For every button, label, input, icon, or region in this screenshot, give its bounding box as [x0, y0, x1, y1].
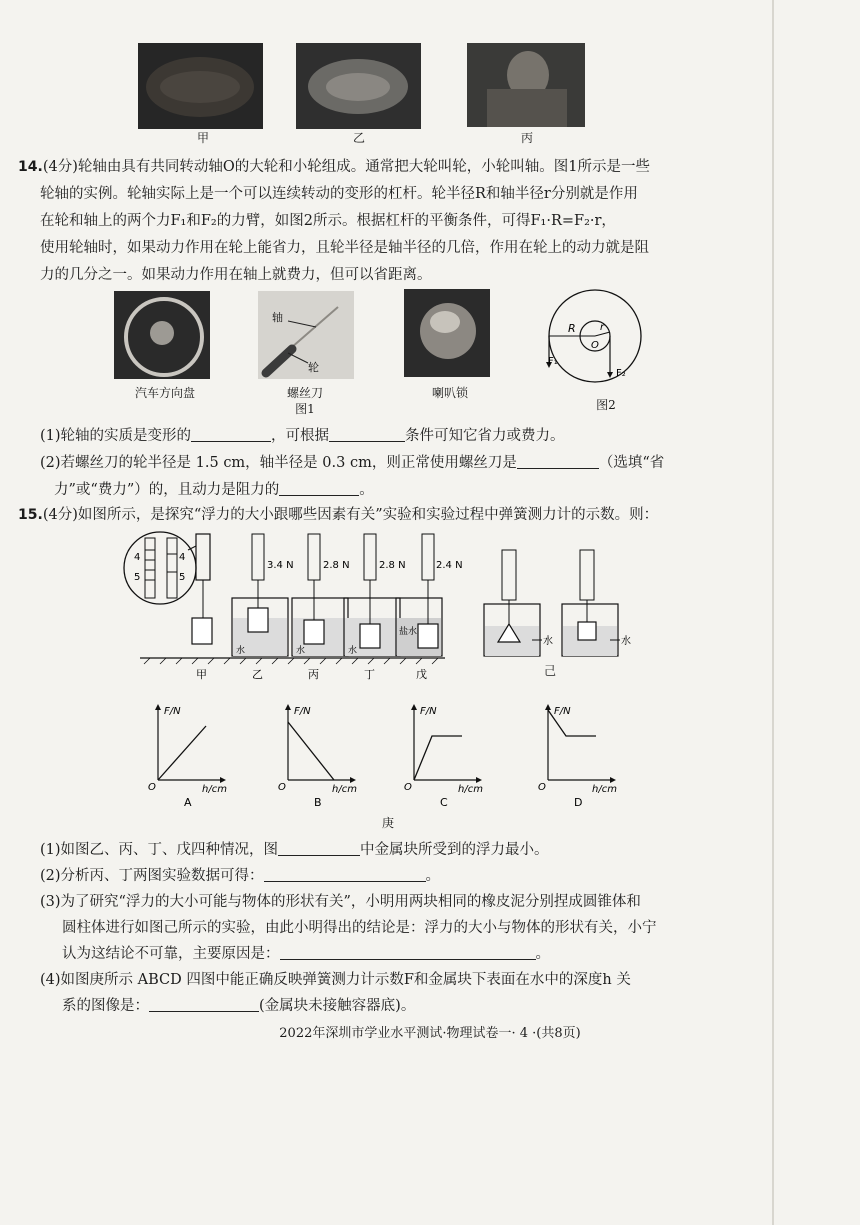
tick-label: 5 — [134, 572, 141, 583]
center-O-label: O — [591, 340, 599, 351]
reading-yi: 3.4 N — [267, 560, 294, 571]
graph-set-geng — [140, 698, 640, 810]
graph-B — [278, 704, 357, 809]
page-fold — [772, 0, 774, 1225]
answer-blank[interactable] — [149, 997, 259, 1012]
force-F1-label: F₁ — [548, 356, 558, 367]
wheel-axle-diagram — [540, 288, 650, 386]
q14-sub2-cont: 力”或“费力”）的，且动力是阻力的 。 — [54, 482, 374, 498]
force-F2-label: F₂ — [616, 368, 626, 379]
wheel-label: 轮 — [308, 361, 319, 374]
q14-line-1: 14.(4分)轮轴由具有共同转动轴O的大轮和小轮组成。通常把大轮叫轮，小轮叫轴。图1所示是一些 — [18, 159, 650, 175]
q14-line-4: 使用轮轴时，如果动力作用在轮上能省力，且轮半径是轴半径的几倍，作用在轮上的动力就是阻 — [40, 240, 649, 256]
answer-blank[interactable] — [329, 427, 405, 442]
y-axis-label: F/N — [164, 706, 181, 717]
q15-sub4-line2: 系的图像是： (金属块未接触容器底)。 — [62, 998, 416, 1014]
graph-A — [148, 704, 227, 809]
graph-name: C — [440, 796, 448, 809]
liquid-label: 水 — [296, 646, 306, 656]
y-axis-label: F/N — [420, 706, 437, 717]
caption-geng: 庚 — [381, 816, 394, 830]
question-number: 14. — [18, 159, 43, 175]
steering-wheel-photo — [114, 291, 210, 379]
photo-jia — [138, 43, 263, 129]
q15-sub2: (2)分析丙、丁两图实验数据可得： 。 — [40, 868, 441, 884]
x-axis-label: h/cm — [332, 784, 357, 795]
photo-bing — [467, 43, 585, 127]
x-axis-label: h/cm — [458, 784, 483, 795]
graph-name: A — [184, 796, 192, 809]
door-knob-photo — [404, 289, 490, 377]
caption-fig2: 图2 — [596, 398, 616, 412]
caption-bing: 丙 — [520, 131, 533, 145]
screwdriver-drawing — [258, 291, 354, 379]
graph-C — [404, 704, 483, 809]
tick-label: 4 — [179, 552, 186, 563]
q15-sub1: (1)如图乙、丙、丁、戊四种情况，图 中金属块所受到的浮力最小。 — [40, 842, 549, 858]
tick-label: 4 — [134, 552, 141, 563]
answer-blank[interactable] — [280, 945, 536, 960]
caption-yi: 乙 — [352, 131, 365, 145]
answer-blank[interactable] — [191, 427, 271, 442]
label-wu: 戊 — [416, 668, 427, 680]
origin-label: O — [404, 782, 412, 793]
q15-sub4-line1: (4)如图庚所示 ABCD 四图中能正确反映弹簧测力计示数F和金属块下表面在水中的深度h 关 — [40, 972, 631, 988]
label-ding: 丁 — [364, 668, 375, 680]
q14-line-2: 轮轴的实例。轮轴实际上是一个可以连续转动的变形的杠杆。轮半径R和轴半径r分别就是作用 — [40, 186, 638, 202]
label-jia: 甲 — [196, 668, 207, 680]
reading-wu: 2.4 N — [436, 560, 463, 571]
caption-doorknob: 喇叭锁 — [431, 386, 468, 400]
beaker-bing — [292, 534, 350, 656]
screwdriver-photo — [258, 291, 354, 379]
tick-label: 5 — [179, 572, 186, 583]
radius-r-label: r — [600, 322, 605, 333]
caption-fig1: 图1 — [295, 402, 315, 416]
caption-jia: 甲 — [196, 131, 209, 145]
q15-line-1: 15.(4分)如图所示，是探究“浮力的大小跟哪些因素有关”实验和实验过程中弹簧测力计的示数。则： — [18, 507, 659, 523]
origin-label: O — [538, 782, 546, 793]
q15-sub3-line1: (3)为了研究“浮力的大小可能与物体的形状有关”，小明用两块相同的橡皮泥分别捏成圆锥体和 — [40, 894, 641, 910]
liquid-label: 水 — [621, 636, 631, 647]
photo-yi — [296, 43, 421, 129]
axle-label: 轴 — [272, 311, 283, 324]
x-axis-label: h/cm — [202, 784, 227, 795]
q15-sub3-line3: 认为这结论不可靠，主要原因是： 。 — [62, 946, 550, 962]
y-axis-label: F/N — [294, 706, 311, 717]
x-axis-label: h/cm — [592, 784, 617, 795]
origin-label: O — [148, 782, 156, 793]
label-ji: 己 — [543, 664, 556, 678]
label-bing: 丙 — [308, 668, 319, 680]
answer-blank[interactable] — [264, 867, 426, 882]
liquid-label: 水 — [348, 646, 358, 656]
label-yi: 乙 — [252, 668, 263, 680]
beaker-yi — [232, 534, 294, 656]
graph-D — [538, 704, 617, 809]
graph-name: D — [574, 796, 583, 809]
q14-line-3: 在轮和轴上的两个力F₁和F₂的力臂，如图2所示。根据杠杆的平衡条件，可得F₁·R=F₂·r， — [40, 213, 616, 229]
answer-blank[interactable] — [278, 841, 360, 856]
radius-R-label: R — [568, 322, 576, 335]
graph-name: B — [314, 796, 322, 809]
reading-bing: 2.8 N — [323, 560, 350, 571]
y-axis-label: F/N — [554, 706, 571, 717]
page-footer: 2022年深圳市学业水平测试·物理试卷一· 4 ·(共8页) — [279, 1026, 581, 1041]
q14-line-5: 力的几分之一。如果动力作用在轴上就费力，但可以省距离。 — [40, 267, 432, 283]
answer-blank[interactable] — [517, 454, 599, 469]
buoyancy-experiment-diagram — [120, 528, 660, 680]
caption-screwdriver: 螺丝刀 — [286, 386, 323, 400]
setup-ji — [484, 550, 631, 656]
question-number: 15. — [18, 507, 43, 523]
answer-blank[interactable] — [279, 481, 359, 496]
reading-ding: 2.8 N — [379, 560, 406, 571]
liquid-label: 盐水 — [399, 627, 418, 637]
q14-sub1: (1)轮轴的实质是变形的 ，可根据 条件可知它省力或费力。 — [40, 428, 565, 444]
q15-sub3-line2: 圆柱体进行如图己所示的实验，由此小明得出的结论是：浮力的大小与物体的形状有关，小宁 — [62, 920, 657, 936]
liquid-label: 水 — [543, 636, 553, 647]
q14-sub2: (2)若螺丝刀的轮半径是 1.5 cm，轴半径是 0.3 cm，则正常使用螺丝刀是 （选填“省 — [40, 455, 665, 471]
origin-label: O — [278, 782, 286, 793]
caption-steering: 汽车方向盘 — [134, 386, 195, 400]
liquid-label: 水 — [236, 646, 246, 656]
beaker-wu — [396, 534, 463, 656]
